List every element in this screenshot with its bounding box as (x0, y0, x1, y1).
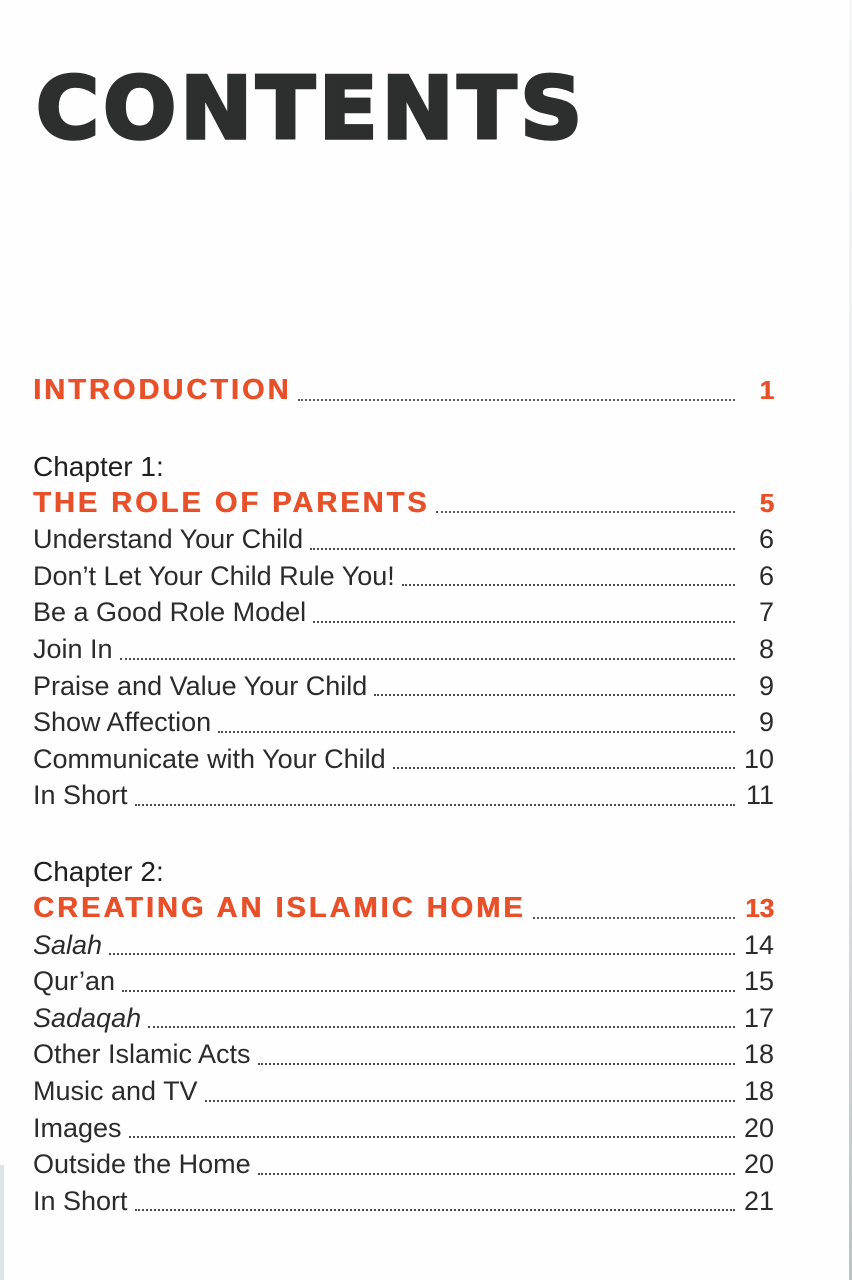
toc-row-chapter-title-label: THE ROLE OF PARENTS (33, 486, 430, 519)
page-number: 18 (743, 1039, 774, 1070)
page-number: 13 (745, 892, 774, 923)
toc-row-label: In Short (33, 1185, 128, 1216)
toc-row (33, 1110, 774, 1147)
dotted-leader (374, 694, 735, 696)
toc-row-label: Show Affection (33, 707, 212, 738)
dotted-leader (122, 990, 735, 992)
page-number: 7 (758, 597, 774, 628)
toc-row-label: Understand Your Child (33, 524, 304, 555)
toc-row (33, 1146, 774, 1183)
toc-row (33, 741, 774, 778)
toc-row (33, 668, 774, 705)
dotted-leader (218, 731, 735, 733)
dotted-leader (402, 584, 735, 586)
toc-row-label: Salah (33, 929, 103, 960)
page-number: 8 (758, 633, 774, 664)
toc-row (33, 927, 774, 964)
dotted-leader (205, 1100, 735, 1102)
page-number: 20 (743, 1112, 774, 1143)
dotted-leader (120, 658, 735, 660)
dotted-leader (135, 804, 735, 806)
page-number: 21 (743, 1185, 774, 1216)
chapter-heading: Chapter 1: (33, 450, 164, 482)
toc-row-chapter-title-label: CREATING AN ISLAMIC HOME (33, 891, 526, 924)
dotted-leader (533, 917, 736, 919)
toc-row-label: Images (33, 1112, 122, 1143)
toc-row-introduction-label: INTRODUCTION (33, 374, 292, 406)
toc-row-label: Music and TV (33, 1075, 198, 1106)
toc-row-label: Be a Good Role Model (33, 597, 307, 628)
toc-row (33, 1183, 774, 1220)
toc-row-label: In Short (33, 780, 128, 811)
toc-row (33, 631, 774, 668)
page-number: 6 (758, 560, 774, 591)
dotted-leader (135, 1209, 735, 1211)
toc-row-label: Other Islamic Acts (33, 1039, 251, 1070)
toc-row-introduction (33, 372, 774, 409)
dotted-leader (258, 1063, 735, 1065)
dotted-leader (436, 511, 735, 513)
toc-row-label: Outside the Home (33, 1149, 251, 1180)
toc-row (33, 521, 774, 558)
page-number: 14 (743, 929, 774, 960)
page-number: 15 (743, 966, 774, 997)
toc-row (33, 1073, 774, 1110)
toc-row (33, 777, 774, 814)
page-number: 17 (743, 1002, 774, 1033)
dotted-leader (313, 621, 735, 623)
toc-row-label: Praise and Value Your Child (33, 670, 368, 701)
dotted-leader (393, 767, 735, 769)
toc-row (33, 963, 774, 1000)
toc-row (33, 1036, 774, 1073)
dotted-leader (258, 1173, 735, 1175)
table-of-contents (33, 372, 774, 1219)
page-number: 11 (745, 780, 774, 811)
toc-row (33, 594, 774, 631)
toc-row-label: Qur’an (33, 966, 116, 997)
toc-row-label: Join In (33, 633, 113, 664)
page-title: CONTENTS (36, 59, 587, 159)
page-number: 9 (758, 670, 774, 701)
page-number: 5 (759, 487, 774, 518)
toc-row-label: Don’t Let Your Child Rule You! (33, 560, 395, 591)
dotted-leader (298, 399, 735, 401)
dotted-leader (129, 1136, 735, 1138)
page-number: 6 (758, 524, 774, 555)
dotted-leader (148, 1026, 735, 1028)
page-number: 18 (743, 1075, 774, 1106)
toc-row (33, 704, 774, 741)
toc-row-chapter-title (33, 485, 774, 522)
page-number: 1 (759, 375, 774, 405)
page-number: 20 (743, 1149, 774, 1180)
chapter-heading: Chapter 2: (33, 855, 164, 887)
toc-row (33, 1000, 774, 1037)
dotted-leader (310, 548, 735, 550)
page-number: 10 (743, 743, 774, 774)
toc-row-label: Sadaqah (33, 1002, 142, 1033)
toc-row-label: Communicate with Your Child (33, 743, 386, 774)
page-number: 9 (758, 707, 774, 738)
toc-row-chapter-title (33, 890, 774, 927)
dotted-leader (109, 953, 735, 955)
toc-row (33, 558, 774, 595)
